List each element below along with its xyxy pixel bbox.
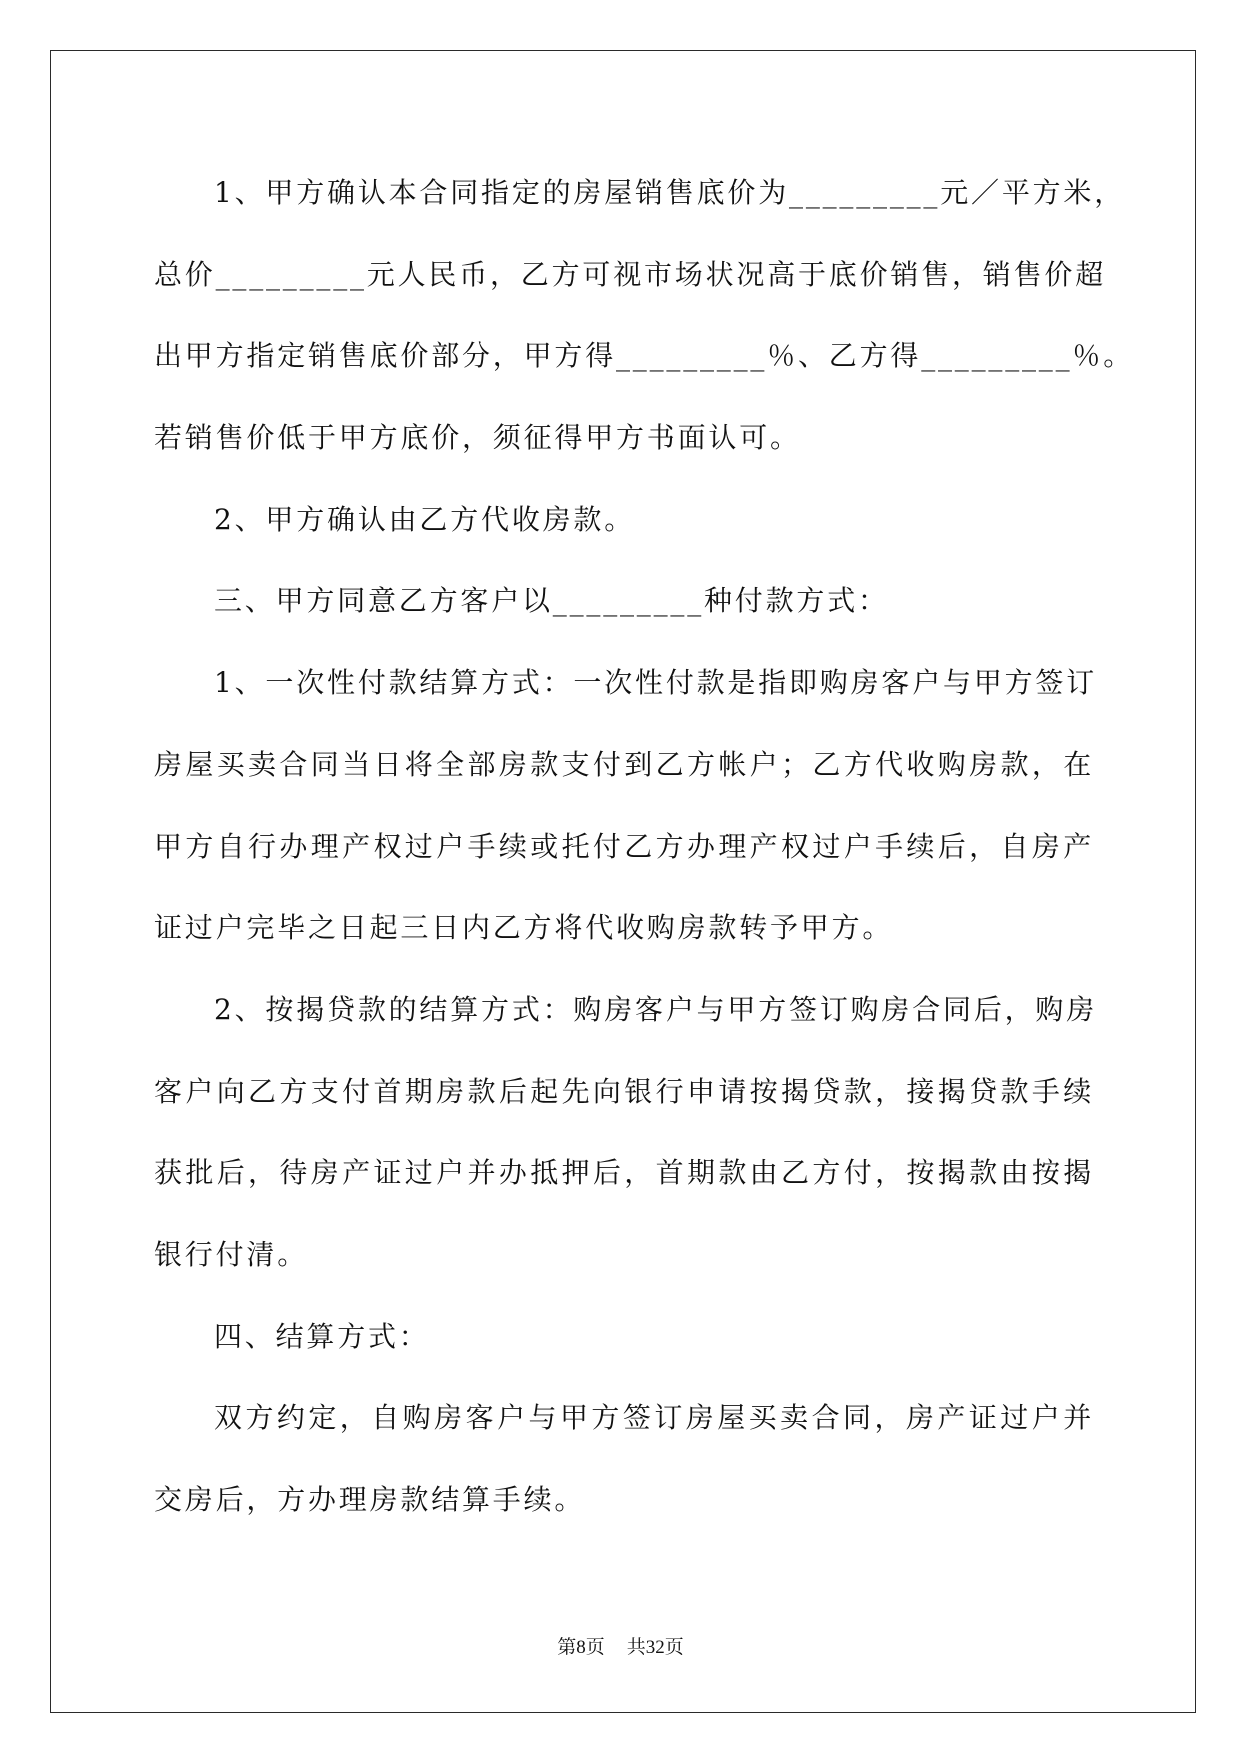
text-line: 三、甲方同意乙方客户以_________种付款方式：	[214, 584, 889, 618]
text-line: 房屋买卖合同当日将全部房款支付到乙方帐户；乙方代收购房款，在	[154, 747, 1094, 781]
paragraph-settlement-terms	[154, 1377, 1094, 1540]
text-line: 双方约定，自购房客户与甲方签订房屋买卖合同，房产证过户并	[214, 1401, 1094, 1435]
text-line: 证过户完毕之日起三日内乙方将代收购房款转予甲方。	[154, 911, 894, 945]
page-footer	[0, 1634, 1241, 1662]
text-line: 银行付清。	[154, 1237, 309, 1271]
section-heading-settlement	[154, 1296, 1094, 1378]
text-line: 甲方自行办理产权过户手续或托付乙方办理产权过户手续后，自房产	[154, 829, 1094, 863]
text-line: 1、一次性付款结算方式：一次性付款是指即购房客户与甲方签订	[214, 666, 1098, 700]
text-line: 2、甲方确认由乙方代收房款。	[214, 502, 636, 536]
paragraph-payment-collection	[154, 479, 1094, 561]
paragraph-mortgage-payment	[154, 969, 1098, 1296]
paragraph-base-price	[154, 152, 1135, 479]
section-heading-payment-methods	[154, 560, 1094, 642]
text-line: 获批后，待房产证过户并办抵押后，首期款由乙方付，按揭款由按揭	[154, 1156, 1094, 1190]
text-line: 总价_________元人民币，乙方可视市场状况高于底价销售，销售价超	[154, 257, 1107, 291]
text-line: 1、甲方确认本合同指定的房屋销售底价为_________元／平方米，	[214, 176, 1126, 209]
text-line: 出甲方指定销售底价部分，甲方得_________％、乙方得_________％。	[154, 339, 1135, 373]
text-line: 客户向乙方支付首期房款后起先向银行申请按揭贷款，接揭贷款手续	[154, 1074, 1094, 1108]
page-number: 第8页	[557, 1637, 605, 1658]
page-total: 共32页	[626, 1637, 684, 1658]
text-line: 交房后，方办理房款结算手续。	[154, 1483, 586, 1516]
text-line: 四、结算方式：	[214, 1319, 430, 1353]
text-line: 若销售价低于甲方底价，须征得甲方书面认可。	[154, 421, 801, 455]
text-line: 2、按揭贷款的结算方式：购房客户与甲方签订购房合同后，购房	[214, 992, 1098, 1026]
document-body	[154, 152, 1135, 1541]
paragraph-lump-sum-payment	[154, 642, 1098, 969]
